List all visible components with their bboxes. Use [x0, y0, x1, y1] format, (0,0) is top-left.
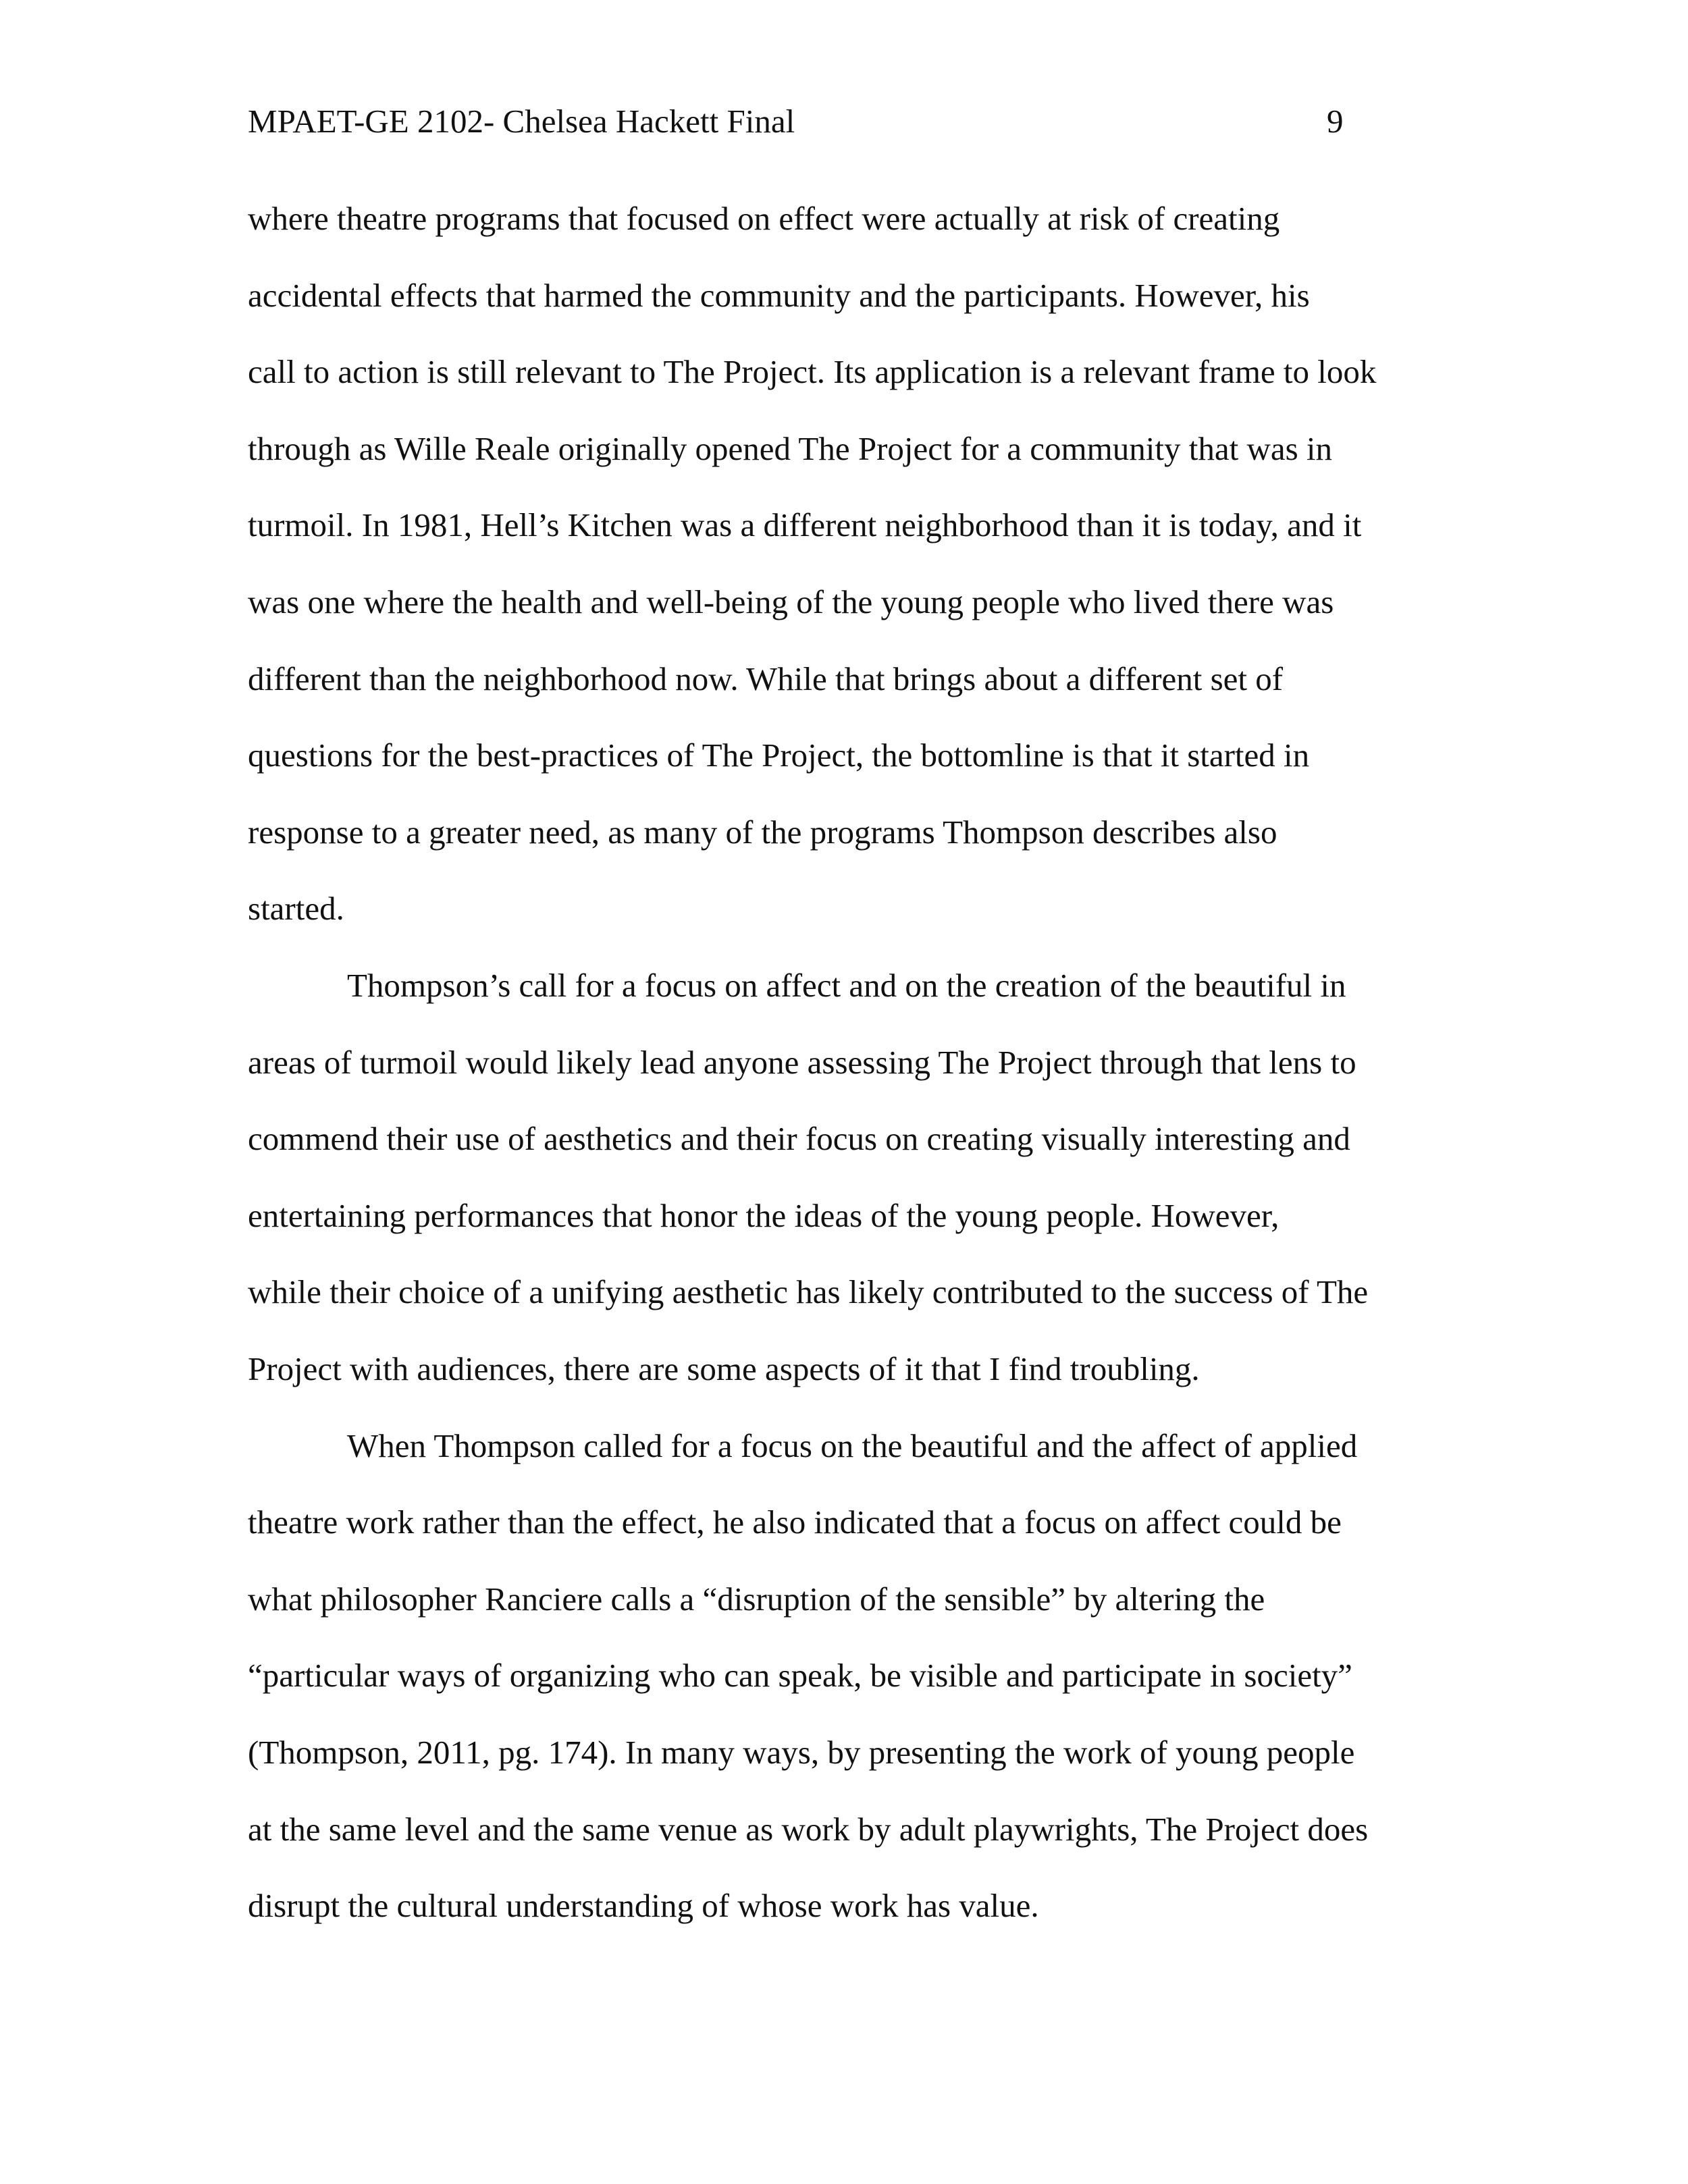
- text-line: call to action is still relevant to The Project. Its application is a relevant frame to look: [248, 353, 1377, 391]
- text-line: while their choice of a unifying aesthetic has likely contributed to the success of The: [248, 1273, 1369, 1311]
- text-line: where theatre programs that focused on effect were actually at risk of creating: [248, 200, 1280, 237]
- text-line: (Thompson, 2011, pg. 174). In many ways, by presenting the work of young people: [248, 1734, 1355, 1771]
- page-number: 9: [1327, 103, 1344, 140]
- text-line: through as Wille Reale originally opened The Project for a community that was in: [248, 429, 1333, 467]
- text-line: theatre work rather than the effect, he also indicated that a focus on affect could be: [248, 1503, 1342, 1541]
- text-line: disrupt the cultural understanding of whose work has value.: [248, 1887, 1039, 1925]
- text-line: started.: [248, 890, 344, 928]
- text-line: Project with audiences, there are some aspects of it that I find troubling.: [248, 1350, 1200, 1387]
- text-line: accidental effects that harmed the community and the participants. However, his: [248, 276, 1310, 314]
- text-line: questions for the best-practices of The Project, the bottomline is that it started in: [248, 737, 1310, 774]
- text-line: When Thompson called for a focus on the beautiful and the affect of applied: [347, 1427, 1358, 1464]
- text-line: Thompson’s call for a focus on affect and on the creation of the beautiful in: [347, 967, 1346, 1004]
- text-line: what philosopher Ranciere calls a “disruption of the sensible” by altering the: [248, 1580, 1265, 1618]
- text-line: “particular ways of organizing who can speak, be visible and participate in society”: [248, 1657, 1352, 1695]
- text-line: was one where the health and well-being of the young people who lived there was: [248, 583, 1334, 620]
- text-line: entertaining performances that honor the ideas of the young people. However,: [248, 1196, 1280, 1234]
- text-line: different than the neighborhood now. While that brings about a different set of: [248, 660, 1284, 697]
- text-line: areas of turmoil would likely lead anyone assessing The Project through that lens to: [248, 1043, 1356, 1081]
- text-line: turmoil. In 1981, Hell’s Kitchen was a different neighborhood than it is today, and it: [248, 506, 1362, 544]
- running-header-title: MPAET-GE 2102- Chelsea Hackett Final: [248, 103, 795, 140]
- text-line: commend their use of aesthetics and their focus on creating visually interesting and: [248, 1120, 1350, 1158]
- text-line: at the same level and the same venue as work by adult playwrights, The Project does: [248, 1810, 1369, 1848]
- text-line: response to a greater need, as many of the programs Thompson describes also: [248, 813, 1277, 851]
